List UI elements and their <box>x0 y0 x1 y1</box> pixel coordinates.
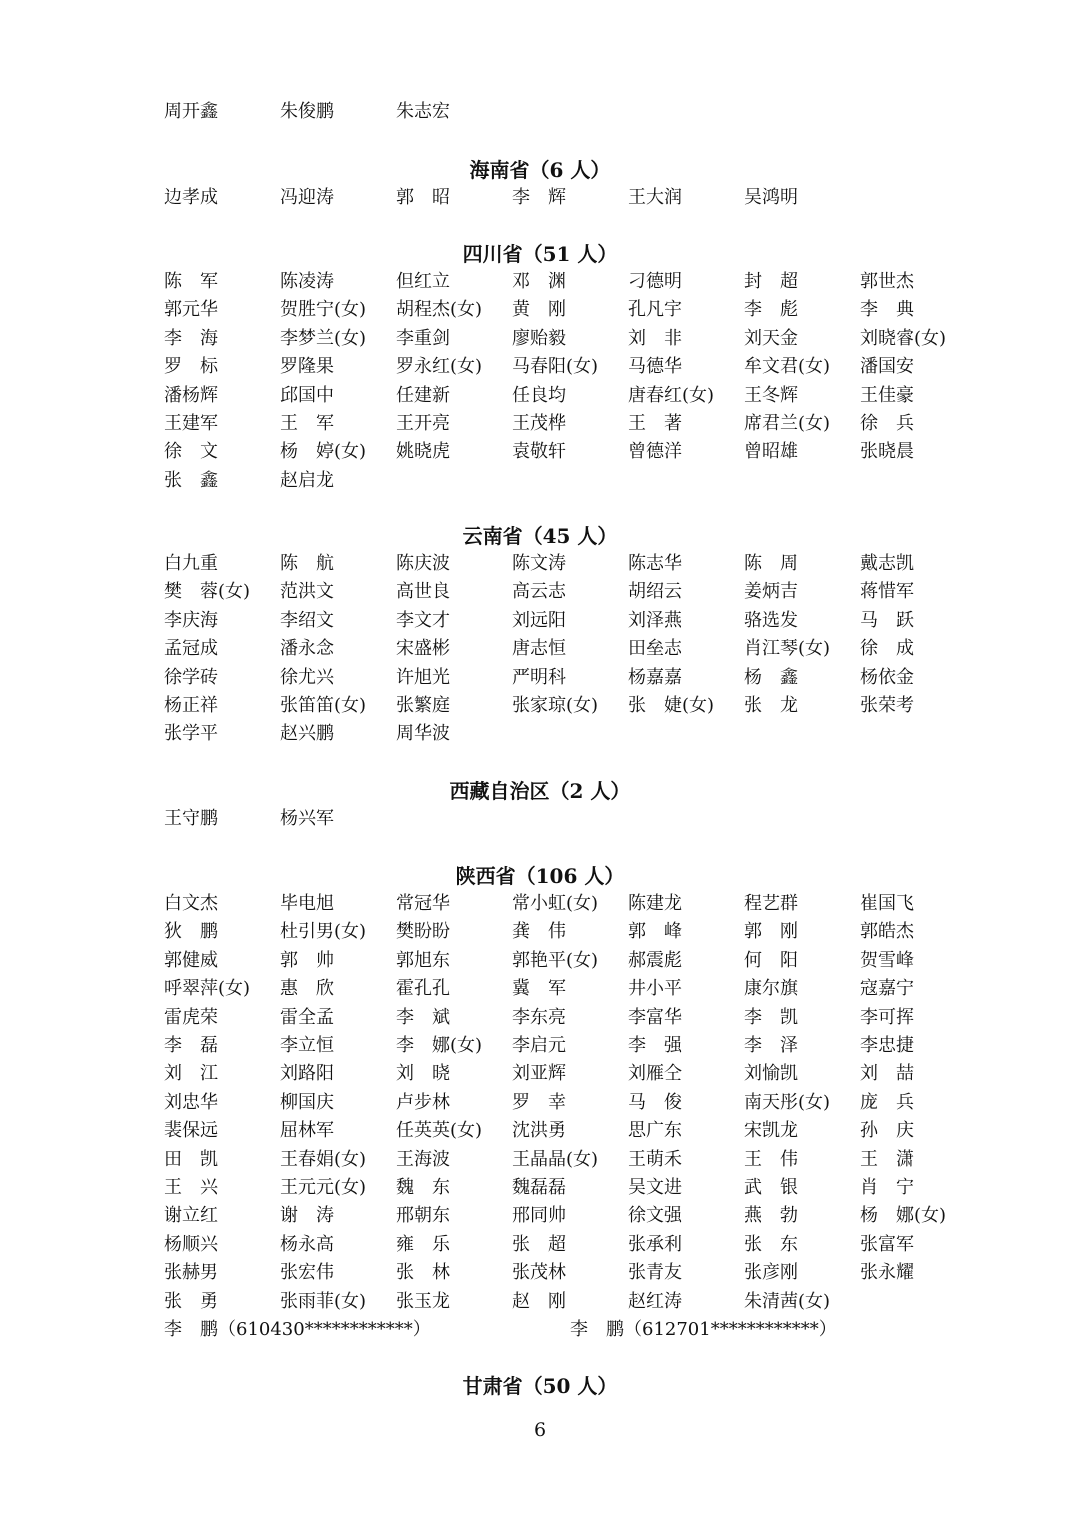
person-name: 田垒志 <box>628 638 682 660</box>
name-row <box>0 1117 1080 1145</box>
person-name: 狄 鹏 <box>164 921 218 943</box>
name-row <box>0 467 1080 495</box>
name-row <box>0 720 1080 748</box>
person-name: 赵红涛 <box>628 1290 682 1312</box>
person-name: 罗永红(女) <box>396 356 483 378</box>
name-row <box>0 382 1080 410</box>
person-name: 李 彪 <box>744 299 798 321</box>
person-name: 马 跃 <box>860 609 914 631</box>
person-name: 白文杰 <box>164 893 218 914</box>
person-name: 袁敬轩 <box>512 441 566 463</box>
person-name: 王春娟(女) <box>280 1148 367 1170</box>
person-name: 张笛笛(女) <box>280 695 367 716</box>
person-name: 李可挥 <box>860 1006 914 1028</box>
person-name: 沈洪勇 <box>512 1120 566 1142</box>
person-name: 郭艳平(女) <box>512 949 599 971</box>
person-name: 李文才 <box>396 609 450 631</box>
person-name: 南天彤(女) <box>744 1091 831 1113</box>
person-name: 张赫男 <box>164 1262 218 1284</box>
person-name: 杨兴军 <box>280 808 334 829</box>
person-name: 张 林 <box>396 1262 450 1284</box>
person-name: 张家琼(女) <box>512 695 599 716</box>
person-name: 樊盼盼 <box>396 921 450 943</box>
name-row <box>0 1004 1080 1032</box>
name-row <box>0 607 1080 635</box>
person-name: 李立恒 <box>280 1035 334 1056</box>
person-name: 陈 航 <box>280 553 334 574</box>
person-name: 任英英(女) <box>396 1120 483 1142</box>
person-name: 谢立红 <box>164 1205 218 1227</box>
person-name: 边孝成 <box>164 187 218 208</box>
person-name: 李 典 <box>860 299 914 321</box>
province-heading: 海南省（6 人） <box>469 158 611 182</box>
person-name: 赵 刚 <box>512 1290 566 1312</box>
person-name: 李庆海 <box>164 609 218 631</box>
person-name: 屈林军 <box>280 1120 334 1142</box>
person-name: 张永耀 <box>860 1262 914 1284</box>
person-name: 魏磊磊 <box>512 1177 566 1198</box>
person-name: 朱清茜(女) <box>744 1290 831 1312</box>
person-name: 曾昭雄 <box>744 441 798 463</box>
person-name: 郭旭东 <box>396 949 450 971</box>
person-name: 杨 娜(女) <box>860 1205 947 1227</box>
person-name: 严明科 <box>512 666 566 688</box>
person-name: 肖 宁 <box>860 1177 914 1198</box>
name-row <box>0 184 1080 212</box>
province-heading: 云南省（45 人） <box>462 524 618 548</box>
person-name: 李绍文 <box>280 609 334 631</box>
person-name: 谢 涛 <box>280 1205 334 1227</box>
person-name: 李富华 <box>628 1006 682 1028</box>
person-name: 潘永念 <box>280 638 334 660</box>
person-name: 寇嘉宁 <box>860 978 914 1000</box>
person-name: 马春阳(女) <box>512 356 599 378</box>
person-name: 胡程杰(女) <box>396 299 483 321</box>
person-name: 刘天金 <box>744 327 798 349</box>
page-number: 6 <box>533 1419 547 1441</box>
name-row <box>0 692 1080 720</box>
name-row <box>0 1288 1080 1316</box>
person-name: 郭世杰 <box>860 271 914 292</box>
person-name: 戴志凯 <box>860 553 914 574</box>
person-name: 张彦刚 <box>744 1262 798 1284</box>
person-name: 燕 勃 <box>744 1205 798 1227</box>
person-name: 任良均 <box>512 384 566 406</box>
person-name: 李 斌 <box>396 1006 450 1028</box>
person-name: 杨嘉嘉 <box>628 666 682 688</box>
person-name: 樊 蓉(女) <box>164 581 251 603</box>
person-name: 但红立 <box>396 271 450 292</box>
person-name: 冯迎涛 <box>280 187 334 208</box>
person-name: 张 鑫 <box>164 469 218 491</box>
name-row <box>0 550 1080 578</box>
person-name: 卢步林 <box>396 1091 450 1113</box>
person-name: 陈志华 <box>628 553 682 574</box>
person-name: 姜炳吉 <box>744 581 798 603</box>
person-name: 王守鹏 <box>164 808 218 829</box>
person-name: 王 著 <box>628 413 682 434</box>
person-name: 陈 周 <box>744 553 798 574</box>
person-name: 张荣考 <box>860 695 914 716</box>
person-name-with-id: 李 鹏（610430************） <box>164 1319 431 1340</box>
person-name: 陈凌涛 <box>280 271 334 292</box>
person-name: 刘 江 <box>164 1063 218 1085</box>
person-name: 胡绍云 <box>628 581 682 603</box>
person-name: 张晓晨 <box>860 441 914 463</box>
person-name: 徐 成 <box>860 638 914 660</box>
person-name: 吴鸿明 <box>744 187 798 208</box>
person-name: 刘亚辉 <box>512 1063 566 1085</box>
name-row <box>0 1202 1080 1230</box>
person-name: 刘晓睿(女) <box>860 327 947 349</box>
name-row <box>0 410 1080 438</box>
person-name: 呼翠萍(女) <box>164 978 251 1000</box>
person-name: 封 超 <box>744 271 798 292</box>
person-name: 刘路阳 <box>280 1063 334 1085</box>
person-name: 高世良 <box>396 581 450 603</box>
person-name: 邓 渊 <box>512 271 566 292</box>
person-name: 毕电旭 <box>280 893 334 914</box>
person-name: 刘雁仝 <box>628 1063 682 1085</box>
name-row <box>0 296 1080 324</box>
person-name: 徐尤兴 <box>280 666 334 688</box>
name-row <box>0 98 1080 126</box>
person-name: 孔凡宇 <box>628 299 682 321</box>
person-name: 陈 军 <box>164 271 218 292</box>
person-name: 郭 帅 <box>280 949 334 971</box>
person-name: 柳国庆 <box>280 1091 334 1113</box>
name-row <box>0 1259 1080 1287</box>
person-name: 张承利 <box>628 1233 682 1255</box>
person-name: 王建军 <box>164 413 218 434</box>
person-name: 惠 欣 <box>280 978 334 1000</box>
person-name: 雷虎荣 <box>164 1006 218 1028</box>
person-name: 张 勇 <box>164 1290 218 1312</box>
name-row <box>0 635 1080 663</box>
person-name: 王大润 <box>628 187 682 208</box>
person-name: 李启元 <box>512 1035 566 1056</box>
person-name-with-id: 李 鹏（612701************） <box>570 1319 837 1340</box>
person-name: 张富军 <box>860 1233 914 1255</box>
person-name: 陈文涛 <box>512 553 566 574</box>
person-name: 刘愉凯 <box>744 1063 798 1085</box>
person-name: 杨 婷(女) <box>280 441 367 463</box>
person-name: 潘国安 <box>860 356 914 378</box>
person-name: 杜引男(女) <box>280 921 367 943</box>
person-name: 范洪文 <box>280 581 334 603</box>
name-row <box>0 438 1080 466</box>
person-name: 任建新 <box>396 384 450 406</box>
name-row <box>0 805 1080 833</box>
name-row <box>0 1089 1080 1117</box>
person-name: 王佳豪 <box>860 384 914 406</box>
person-name: 张 东 <box>744 1233 798 1255</box>
person-name: 朱俊鹏 <box>280 101 334 122</box>
person-name: 李 海 <box>164 327 218 349</box>
person-name: 牟文君(女) <box>744 356 831 378</box>
person-name: 孟冠成 <box>164 638 218 660</box>
person-name: 姚晓虎 <box>396 441 450 463</box>
person-name: 徐文强 <box>628 1205 682 1227</box>
person-name: 思广东 <box>628 1120 682 1142</box>
person-name: 刘远阳 <box>512 609 566 631</box>
person-name: 王萌禾 <box>628 1148 682 1170</box>
person-name: 龚 伟 <box>512 921 566 943</box>
person-name: 张宏伟 <box>280 1262 334 1284</box>
person-name: 赵兴鹏 <box>280 723 334 745</box>
person-name: 肖江琴(女) <box>744 638 831 660</box>
person-name: 陈庆波 <box>396 553 450 574</box>
name-row <box>0 268 1080 296</box>
person-name: 宋凯龙 <box>744 1120 798 1142</box>
person-name: 罗 标 <box>164 356 218 378</box>
person-name: 张青友 <box>628 1262 682 1284</box>
person-name: 刘 非 <box>628 327 682 349</box>
person-name: 王冬辉 <box>744 384 798 406</box>
person-name: 王茂桦 <box>512 413 566 434</box>
person-name: 常小虹(女) <box>512 893 599 914</box>
person-name: 孙 庆 <box>860 1120 914 1142</box>
person-name: 李 凯 <box>744 1006 798 1028</box>
name-row <box>0 890 1080 918</box>
person-name: 朱志宏 <box>396 101 450 122</box>
person-name: 杨依金 <box>860 666 914 688</box>
person-name: 雷全孟 <box>280 1006 334 1028</box>
person-name: 刘忠华 <box>164 1091 218 1113</box>
person-name: 井小平 <box>628 978 682 1000</box>
person-name: 魏 东 <box>396 1177 450 1198</box>
person-name: 张 超 <box>512 1233 566 1255</box>
person-name: 张 婕(女) <box>628 695 715 716</box>
name-row <box>0 1231 1080 1259</box>
person-name: 李 强 <box>628 1035 682 1056</box>
person-name: 程艺群 <box>744 893 798 914</box>
person-name: 刘 晓 <box>396 1063 450 1085</box>
person-name: 赵启龙 <box>280 469 334 491</box>
person-name: 雍 乐 <box>396 1233 450 1255</box>
person-name: 郝震彪 <box>628 949 682 971</box>
person-name: 贺胜宁(女) <box>280 299 367 321</box>
person-name: 杨顺兴 <box>164 1233 218 1255</box>
person-name: 曾德洋 <box>628 441 682 463</box>
province-heading: 甘肃省（50 人） <box>462 1374 618 1398</box>
province-heading: 西藏自治区（2 人） <box>449 779 631 803</box>
person-name: 李忠捷 <box>860 1035 914 1056</box>
person-name: 王晶晶(女) <box>512 1148 599 1170</box>
person-name: 黄 刚 <box>512 299 566 321</box>
name-row <box>0 664 1080 692</box>
person-name: 李梦兰(女) <box>280 327 367 349</box>
person-name: 李重剑 <box>396 327 450 349</box>
person-name: 郭 刚 <box>744 921 798 943</box>
person-name: 李东亮 <box>512 1006 566 1028</box>
person-name: 徐 兵 <box>860 413 914 434</box>
person-name: 陈建龙 <box>628 893 682 914</box>
person-name: 吴文进 <box>628 1177 682 1198</box>
person-name: 周开鑫 <box>164 101 218 122</box>
person-name: 潘杨辉 <box>164 384 218 406</box>
person-name: 唐志恒 <box>512 638 566 660</box>
person-name: 康尔旗 <box>744 978 798 1000</box>
person-name: 王海波 <box>396 1148 450 1170</box>
person-name: 罗 幸 <box>512 1091 566 1113</box>
person-name: 白九重 <box>164 553 218 574</box>
person-name: 张茂林 <box>512 1262 566 1284</box>
province-heading: 陕西省（106 人） <box>455 864 625 888</box>
person-name: 郭 峰 <box>628 921 682 943</box>
person-name: 罗隆果 <box>280 356 334 378</box>
person-name: 崔国飞 <box>860 893 914 914</box>
person-name: 杨 鑫 <box>744 666 798 688</box>
person-name: 邢同帅 <box>512 1205 566 1227</box>
person-name: 张学平 <box>164 723 218 745</box>
name-row <box>0 325 1080 353</box>
person-name: 裴保远 <box>164 1120 218 1142</box>
person-name: 杨正祥 <box>164 695 218 716</box>
person-name: 霍孔孔 <box>396 978 450 1000</box>
person-name: 冀 军 <box>512 978 566 1000</box>
person-name: 席君兰(女) <box>744 413 831 434</box>
person-name: 徐 文 <box>164 441 218 463</box>
person-name: 郭 昭 <box>396 187 450 208</box>
person-name: 李 娜(女) <box>396 1035 483 1056</box>
person-name: 邢朝东 <box>396 1205 450 1227</box>
person-name: 周华波 <box>396 723 450 745</box>
person-name: 蒋惜军 <box>860 581 914 603</box>
person-name: 常冠华 <box>396 893 450 914</box>
person-name: 张 龙 <box>744 695 798 716</box>
person-name: 王开亮 <box>396 413 450 434</box>
person-name: 王 军 <box>280 413 334 434</box>
person-name: 李 磊 <box>164 1035 218 1056</box>
name-row <box>0 1060 1080 1088</box>
person-name: 高云志 <box>512 581 566 603</box>
person-name: 廖贻毅 <box>512 327 566 349</box>
person-name: 马德华 <box>628 356 682 378</box>
person-name: 许旭光 <box>396 666 450 688</box>
person-name: 王 兴 <box>164 1177 218 1198</box>
name-row <box>0 918 1080 946</box>
person-name: 唐春红(女) <box>628 384 715 406</box>
name-row <box>0 578 1080 606</box>
name-row <box>0 975 1080 1003</box>
person-name: 杨永高 <box>280 1233 334 1255</box>
person-name: 马 俊 <box>628 1091 682 1113</box>
person-name: 张雨菲(女) <box>280 1290 367 1312</box>
name-row <box>0 1174 1080 1202</box>
person-name: 王 伟 <box>744 1148 798 1170</box>
person-name: 邱国中 <box>280 384 334 406</box>
name-row <box>0 353 1080 381</box>
person-name: 张繁庭 <box>396 695 450 716</box>
person-name: 刘泽燕 <box>628 609 682 631</box>
person-name: 李 泽 <box>744 1035 798 1056</box>
person-name: 田 凯 <box>164 1148 218 1170</box>
province-heading: 四川省（51 人） <box>462 242 618 266</box>
person-name: 张玉龙 <box>396 1290 450 1312</box>
person-name: 骆选发 <box>744 609 798 631</box>
name-row <box>0 1146 1080 1174</box>
person-name: 宋盛彬 <box>396 638 450 660</box>
person-name: 李 辉 <box>512 187 566 208</box>
person-name: 武 银 <box>744 1177 798 1198</box>
person-name: 王元元(女) <box>280 1177 367 1198</box>
name-row <box>0 1032 1080 1060</box>
person-name: 郭皓杰 <box>860 921 914 943</box>
person-name: 贺雪峰 <box>860 949 914 971</box>
person-name: 何 阳 <box>744 949 798 971</box>
person-name: 郭元华 <box>164 299 218 321</box>
person-name: 郭健威 <box>164 949 218 971</box>
person-name: 刘 喆 <box>860 1063 914 1085</box>
person-name: 王 潇 <box>860 1148 914 1170</box>
person-name: 刁德明 <box>628 271 682 292</box>
person-name: 徐学砖 <box>164 666 218 688</box>
name-row <box>0 947 1080 975</box>
person-name: 庞 兵 <box>860 1091 914 1113</box>
